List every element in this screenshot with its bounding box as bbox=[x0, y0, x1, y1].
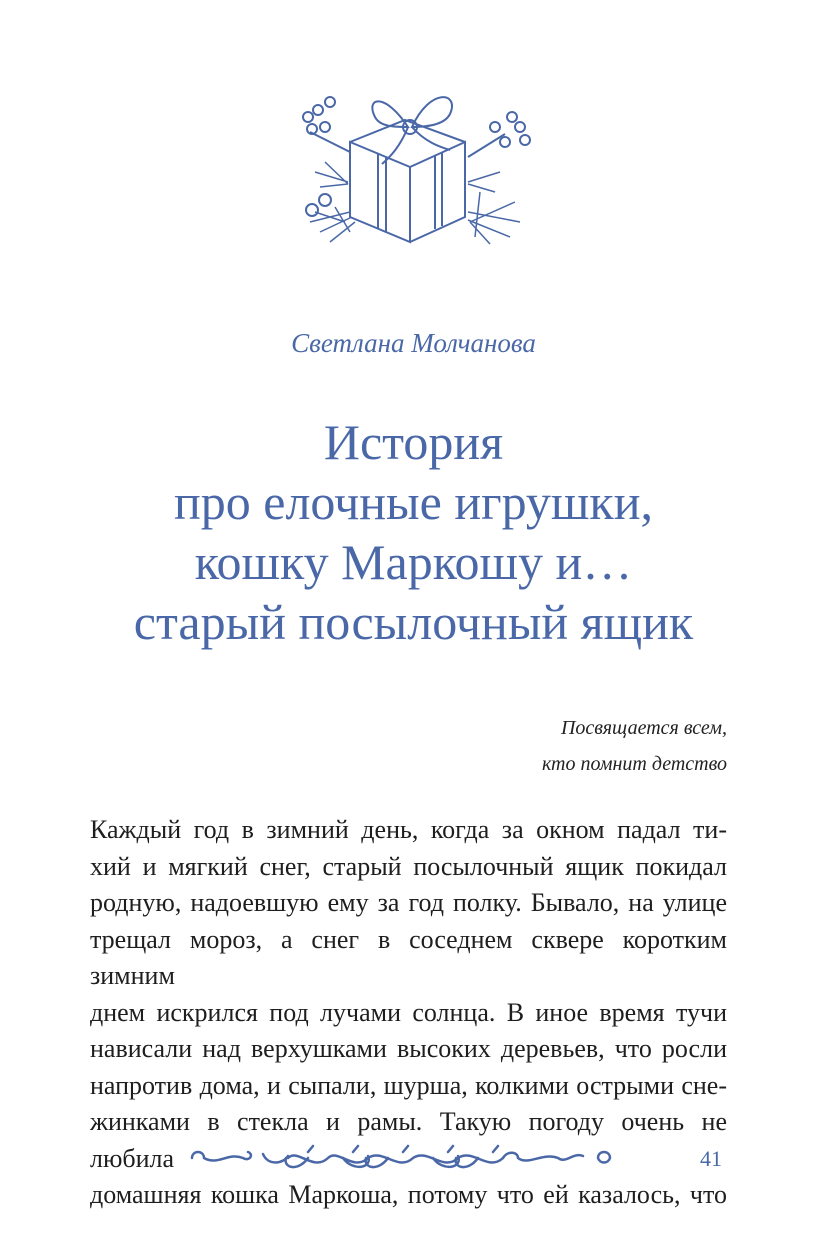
gift-box-illustration bbox=[290, 72, 540, 250]
story-title bbox=[0, 412, 827, 652]
title-line: кошку Маркошу и… bbox=[194, 534, 633, 590]
body-line: напротив дома, и сыпали, шурша, колкими острыми сне- bbox=[90, 1070, 727, 1100]
body-line: трещал мороз, а снег в соседнем сквере коротким зимним bbox=[90, 924, 727, 990]
body-line: родную, надоевшую ему за год полку. Бывало, на улице bbox=[90, 888, 727, 917]
decorative-ornament bbox=[188, 1142, 616, 1176]
page-number: 41 bbox=[700, 1146, 722, 1171]
body-line: жинками в стекла и рамы. Такую погоду очень не любила bbox=[90, 1107, 727, 1173]
body-line: хий и мягкий снег, старый посылочный ящик покидал bbox=[90, 851, 727, 881]
dedication bbox=[542, 710, 727, 782]
dedication-line: Посвящается всем, bbox=[560, 717, 727, 739]
body-line: домашняя кошка Маркоша, потому что ей казалось, что bbox=[90, 1180, 727, 1209]
author-name: Светлана Молчанова bbox=[291, 328, 536, 358]
body-line: днем искрился под лучами солнца. В иное время тучи bbox=[90, 997, 727, 1027]
title-line: старый посылочный ящик bbox=[133, 594, 694, 650]
body-line: Каждый год в зимний день, когда за окном падал ти- bbox=[90, 815, 727, 844]
title-line: История bbox=[323, 414, 504, 470]
dedication-line: кто помнит детство bbox=[541, 753, 727, 775]
body-line: нависали над верхушками высоких деревьев, что росли bbox=[90, 1034, 727, 1063]
title-line: про елочные игрушки, bbox=[174, 474, 653, 530]
